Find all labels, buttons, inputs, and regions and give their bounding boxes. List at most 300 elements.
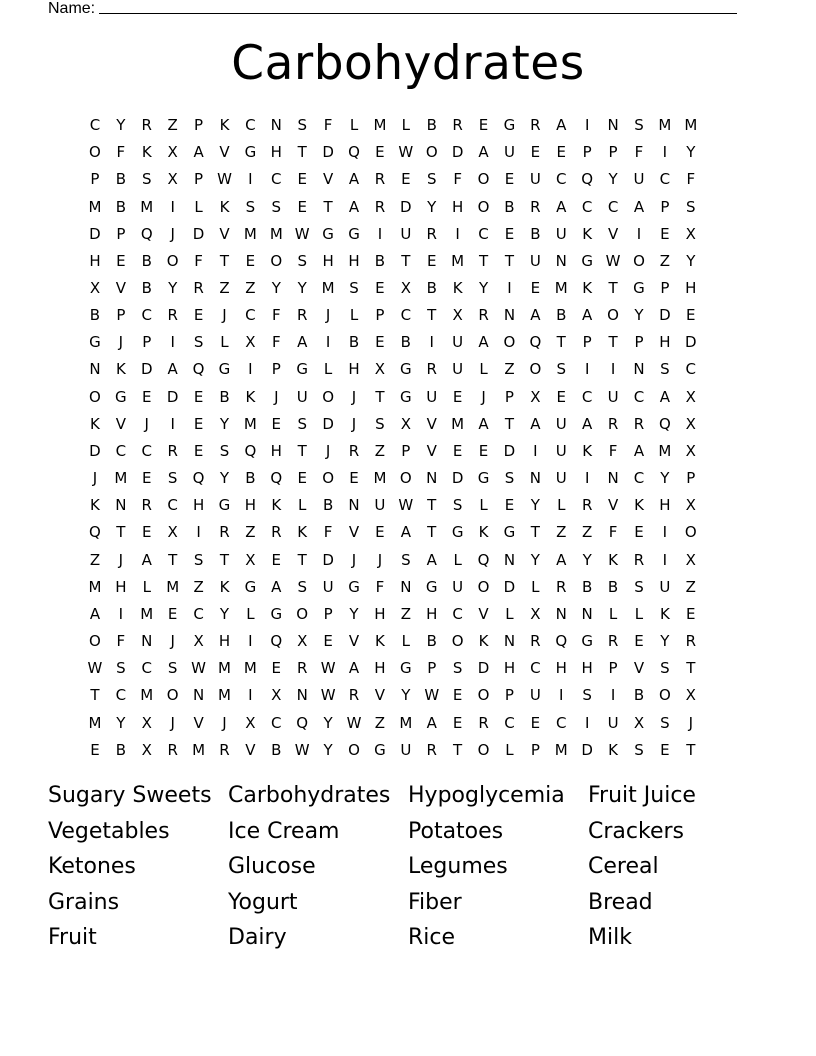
grid-letter: G — [581, 632, 593, 651]
grid-letter: S — [634, 740, 644, 759]
grid-letter: A — [478, 143, 489, 162]
grid-letter: H — [218, 632, 231, 651]
grid-letter: E — [504, 170, 515, 189]
grid-letter: E — [452, 686, 463, 705]
grid-letter: R — [607, 414, 619, 433]
grid-letter: L — [634, 604, 644, 623]
grid-letter: S — [219, 441, 230, 460]
grid-letter: M — [658, 441, 672, 460]
grid-letter: W — [217, 170, 232, 189]
grid-letter: X — [167, 143, 178, 162]
grid-letter: A — [582, 414, 593, 433]
grid-letter: B — [426, 116, 437, 135]
grid-letter: G — [633, 279, 645, 298]
grid-letter: Q — [348, 143, 360, 162]
grid-letter: V — [219, 143, 230, 162]
grid-letter: X — [245, 333, 256, 352]
grid-row — [82, 329, 730, 356]
grid-letter: E — [375, 333, 385, 352]
grid-letter: P — [634, 333, 644, 352]
grid-letter: S — [142, 170, 152, 189]
grid-letter: O — [270, 251, 283, 270]
grid-letter: L — [531, 577, 540, 596]
grid-letter: D — [659, 306, 671, 325]
grid-letter: K — [219, 116, 230, 135]
grid-letter: E — [634, 632, 644, 651]
grid-letter: P — [530, 740, 540, 759]
grid-letter: E — [271, 550, 282, 569]
grid-letter: N — [581, 604, 593, 623]
grid-letter: M — [554, 279, 568, 298]
grid-letter: Z — [374, 713, 386, 732]
grid-row — [82, 221, 730, 248]
grid-letter: L — [479, 496, 488, 515]
grid-letter: P — [660, 279, 670, 298]
grid-letter: U — [555, 469, 567, 488]
grid-letter: G — [296, 360, 309, 379]
grid-letter: C — [633, 469, 645, 488]
grid-letter: K — [582, 441, 593, 460]
grid-letter: X — [685, 550, 696, 569]
grid-letter: M — [243, 659, 257, 678]
grid-letter: S — [297, 577, 307, 596]
grid-letter: G — [89, 333, 101, 352]
grid-letter: X — [633, 713, 645, 732]
grid-letter: A — [556, 550, 567, 569]
grid-letter: O — [477, 577, 490, 596]
grid-letter: E — [142, 523, 152, 542]
grid-letter: N — [296, 686, 308, 705]
grid-letter: I — [170, 197, 175, 216]
grid-letter: M — [192, 740, 206, 759]
grid-letter: O — [89, 143, 101, 162]
word-bank — [48, 778, 768, 956]
grid-letter: W — [398, 496, 414, 515]
grid-letter: O — [399, 469, 412, 488]
grid-letter: H — [426, 604, 438, 623]
grid-letter: R — [219, 740, 230, 759]
grid-letter: V — [322, 170, 334, 189]
grid-letter: C — [478, 224, 489, 243]
grid-letter: S — [375, 414, 385, 433]
grid-letter: H — [270, 143, 282, 162]
grid-letter: D — [400, 197, 412, 216]
grid-letter: E — [167, 604, 178, 623]
grid-letter: G — [322, 224, 334, 243]
grid-letter: H — [374, 659, 386, 678]
grid-letter: R — [607, 632, 619, 651]
grid-letter: H — [244, 496, 257, 515]
grid-letter: P — [375, 306, 385, 325]
grid-letter: Y — [530, 550, 540, 569]
grid-letter: I — [377, 224, 383, 243]
grid-letter: I — [662, 143, 668, 162]
word-bank-item: Hypoglycemia — [408, 783, 565, 808]
grid-letter: E — [349, 469, 359, 488]
grid-letter: L — [323, 360, 333, 379]
grid-letter: E — [660, 224, 670, 243]
grid-letter: Q — [192, 469, 205, 488]
grid-letter: E — [375, 279, 385, 298]
grid-letter: S — [297, 251, 307, 270]
grid-letter: H — [89, 251, 101, 270]
grid-letter: G — [348, 224, 360, 243]
grid-letter: D — [503, 441, 516, 460]
grid-letter: B — [271, 740, 282, 759]
word-bank-item: Rice — [408, 925, 456, 951]
grid-letter: H — [659, 496, 671, 515]
grid-letter: C — [607, 197, 619, 216]
grid-letter: V — [348, 523, 360, 542]
grid-letter: A — [582, 306, 593, 325]
grid-letter: I — [170, 414, 175, 433]
grid-letter: G — [400, 387, 412, 406]
grid-letter: T — [297, 143, 307, 162]
word-bank-item: Ketones — [48, 854, 136, 880]
grid-letter: P — [90, 170, 100, 189]
grid-letter: X — [271, 686, 282, 705]
grid-letter: C — [89, 116, 101, 135]
grid-letter: A — [478, 333, 489, 352]
grid-letter: B — [530, 224, 541, 243]
grid-letter: A — [348, 197, 360, 216]
grid-letter: S — [452, 496, 463, 515]
grid-letter: M — [373, 116, 387, 135]
grid-letter: Y — [168, 279, 178, 298]
grid-letter: W — [320, 686, 336, 705]
grid-row — [82, 384, 730, 411]
grid-letter: H — [270, 441, 282, 460]
grid-letter: Y — [401, 686, 411, 705]
grid-letter: N — [400, 577, 412, 596]
grid-letter: O — [89, 387, 101, 406]
grid-row — [82, 275, 730, 302]
grid-letter: C — [556, 713, 567, 732]
word-bank-item: Sugary Sweets — [48, 783, 212, 808]
grid-letter: T — [427, 306, 437, 325]
grid-letter: M — [451, 251, 465, 270]
grid-letter: A — [348, 170, 360, 189]
grid-letter: N — [115, 496, 127, 515]
grid-letter: U — [529, 251, 541, 270]
grid-letter: Z — [167, 116, 178, 135]
grid-letter: P — [116, 306, 126, 325]
grid-letter: N — [555, 251, 567, 270]
grid-letter: Q — [477, 550, 490, 569]
grid-letter: U — [426, 387, 438, 406]
grid-row — [82, 411, 730, 438]
grid-letter: J — [481, 387, 486, 406]
grid-letter: I — [584, 360, 590, 379]
grid-letter: D — [581, 740, 593, 759]
grid-letter: N — [503, 306, 516, 325]
grid-letter: J — [351, 550, 357, 569]
grid-letter: J — [377, 550, 383, 569]
grid-letter: P — [116, 224, 126, 243]
word-bank-item: Fruit — [48, 925, 97, 951]
grid-letter: Z — [504, 360, 515, 379]
grid-letter: P — [194, 116, 204, 135]
grid-letter: X — [685, 224, 696, 243]
grid-letter: W — [424, 686, 440, 705]
grid-letter: E — [297, 469, 307, 488]
grid-letter: O — [322, 469, 335, 488]
grid-letter: E — [375, 523, 385, 542]
grid-letter: E — [271, 659, 282, 678]
word-bank-item: Milk — [588, 925, 632, 951]
grid-letter: L — [557, 496, 566, 515]
grid-letter: Z — [245, 279, 256, 298]
grid-letter: P — [401, 441, 411, 460]
grid-letter: T — [608, 333, 618, 352]
grid-letter: U — [374, 496, 386, 515]
grid-letter: O — [477, 686, 490, 705]
grid-letter: B — [115, 197, 126, 216]
grid-letter: Y — [660, 469, 670, 488]
grid-letter: M — [243, 414, 257, 433]
grid-letter: Y — [634, 306, 644, 325]
grid-letter: O — [607, 306, 619, 325]
grid-row — [82, 574, 730, 601]
grid-letter: B — [633, 686, 645, 705]
grid-letter: C — [530, 659, 541, 678]
grid-letter: U — [529, 170, 541, 189]
grid-letter: M — [88, 577, 102, 596]
grid-letter: A — [556, 116, 567, 135]
grid-row — [82, 356, 730, 383]
grid-letter: N — [529, 469, 541, 488]
grid-letter: N — [607, 116, 619, 135]
grid-row — [82, 139, 730, 166]
grid-letter: I — [507, 279, 512, 298]
grid-letter: J — [144, 414, 149, 433]
grid-letter: U — [659, 577, 671, 596]
grid-letter: U — [400, 224, 412, 243]
grid-letter: X — [452, 306, 463, 325]
grid-letter: L — [453, 550, 462, 569]
grid-letter: Q — [244, 441, 257, 460]
grid-letter: J — [351, 387, 357, 406]
grid-letter: G — [503, 116, 516, 135]
grid-letter: R — [478, 713, 489, 732]
grid-letter: E — [530, 143, 541, 162]
grid-letter: T — [478, 251, 489, 270]
grid-letter: M — [140, 604, 154, 623]
grid-letter: Z — [245, 523, 256, 542]
grid-letter: M — [88, 197, 102, 216]
grid-letter: Q — [555, 632, 568, 651]
grid-letter: A — [426, 550, 437, 569]
grid-letter: E — [297, 197, 307, 216]
grid-letter: E — [478, 116, 489, 135]
grid-letter: V — [633, 659, 645, 678]
grid-letter: E — [90, 740, 100, 759]
grid-letter: K — [90, 496, 100, 515]
grid-letter: Q — [296, 713, 309, 732]
grid-letter: A — [400, 523, 411, 542]
grid-letter: K — [659, 604, 670, 623]
grid-letter: S — [193, 550, 204, 569]
grid-letter: L — [220, 333, 229, 352]
word-bank-item: Fiber — [408, 889, 462, 915]
grid-letter: W — [87, 659, 103, 678]
grid-letter: E — [193, 306, 204, 325]
grid-letter: S — [660, 713, 670, 732]
grid-letter: M — [140, 686, 154, 705]
grid-letter: E — [660, 740, 670, 759]
grid-letter: P — [142, 333, 152, 352]
grid-letter: R — [374, 197, 386, 216]
grid-letter: L — [505, 604, 514, 623]
grid-letter: L — [479, 360, 488, 379]
grid-letter: S — [634, 116, 644, 135]
grid-letter: E — [478, 441, 489, 460]
grid-letter: C — [581, 197, 593, 216]
grid-letter: L — [608, 604, 618, 623]
grid-letter: F — [116, 632, 126, 651]
grid-letter: R — [141, 116, 152, 135]
grid-letter: R — [271, 523, 282, 542]
grid-letter: Y — [686, 251, 696, 270]
name-field[interactable] — [48, 0, 737, 18]
grid-letter: R — [296, 659, 308, 678]
grid-letter: D — [89, 224, 101, 243]
grid-letter: N — [555, 604, 567, 623]
word-bank-item: Yogurt — [228, 889, 298, 915]
grid-letter: I — [248, 170, 253, 189]
name-blank-line[interactable] — [99, 13, 737, 14]
grid-letter: Q — [270, 469, 283, 488]
grid-letter: X — [141, 713, 152, 732]
grid-letter: I — [559, 686, 564, 705]
grid-letter: R — [426, 224, 437, 243]
grid-letter: B — [89, 306, 101, 325]
grid-letter: I — [170, 333, 175, 352]
grid-letter: B — [426, 632, 437, 651]
grid-letter: G — [477, 469, 490, 488]
grid-letter: R — [685, 632, 697, 651]
grid-letter: Z — [89, 550, 101, 569]
grid-letter: U — [555, 224, 567, 243]
grid-letter: R — [219, 523, 230, 542]
letter-grid — [82, 112, 730, 764]
grid-letter: B — [219, 387, 230, 406]
grid-letter: N — [503, 632, 516, 651]
grid-letter: T — [504, 414, 515, 433]
grid-letter: O — [425, 143, 438, 162]
grid-letter: P — [271, 360, 281, 379]
grid-letter: C — [633, 387, 645, 406]
grid-letter: H — [348, 251, 360, 270]
grid-letter: H — [555, 659, 567, 678]
grid-letter: B — [348, 333, 360, 352]
grid-letter: W — [191, 659, 206, 678]
grid-letter: N — [89, 360, 101, 379]
grid-letter: E — [556, 143, 566, 162]
grid-letter: T — [427, 523, 437, 542]
grid-letter: B — [141, 251, 152, 270]
grid-letter: M — [243, 224, 257, 243]
grid-letter: B — [115, 740, 126, 759]
grid-letter: A — [426, 713, 437, 732]
grid-letter: I — [196, 523, 201, 542]
grid-letter: H — [659, 333, 671, 352]
grid-letter: X — [530, 387, 541, 406]
grid-letter: R — [556, 577, 567, 596]
grid-letter: I — [533, 441, 538, 460]
grid-letter: Y — [660, 632, 670, 651]
grid-letter: J — [325, 306, 331, 325]
grid-letter: R — [426, 740, 437, 759]
grid-letter: Z — [556, 523, 567, 542]
grid-letter: X — [400, 414, 411, 433]
grid-letter: O — [166, 686, 179, 705]
grid-letter: K — [478, 632, 489, 651]
grid-letter: M — [114, 469, 128, 488]
grid-letter: W — [294, 740, 310, 759]
grid-letter: W — [294, 224, 310, 243]
grid-letter: T — [686, 740, 696, 759]
grid-letter: N — [607, 469, 619, 488]
grid-letter: K — [582, 224, 593, 243]
grid-letter: K — [452, 279, 463, 298]
grid-letter: V — [607, 224, 619, 243]
grid-letter: D — [166, 387, 179, 406]
grid-letter: X — [685, 496, 696, 515]
grid-letter: V — [115, 279, 126, 298]
grid-letter: T — [219, 550, 230, 569]
grid-row — [82, 166, 730, 193]
grid-letter: S — [297, 116, 307, 135]
grid-letter: G — [400, 659, 412, 678]
grid-letter: L — [298, 496, 307, 515]
grid-row — [82, 248, 730, 275]
grid-letter: G — [374, 740, 386, 759]
grid-letter: H — [115, 577, 127, 596]
grid-letter: X — [245, 713, 256, 732]
grid-letter: D — [89, 441, 101, 460]
grid-letter: P — [323, 604, 333, 623]
grid-letter: V — [348, 632, 360, 651]
grid-letter: X — [193, 632, 204, 651]
grid-letter: P — [194, 170, 204, 189]
grid-letter: S — [452, 659, 463, 678]
grid-letter: V — [478, 604, 489, 623]
grid-letter: T — [297, 441, 307, 460]
word-bank-item: Grains — [48, 889, 120, 915]
grid-letter: M — [140, 197, 154, 216]
grid-letter: I — [429, 333, 434, 352]
grid-letter: B — [607, 577, 619, 596]
grid-letter: S — [245, 197, 256, 216]
grid-letter: H — [503, 659, 516, 678]
grid-letter: J — [170, 713, 175, 732]
grid-row — [82, 492, 730, 519]
grid-letter: S — [582, 686, 592, 705]
grid-letter: O — [529, 360, 542, 379]
grid-letter: J — [92, 469, 98, 488]
grid-letter: J — [222, 306, 227, 325]
grid-letter: J — [351, 414, 357, 433]
grid-letter: D — [140, 360, 153, 379]
grid-letter: Y — [582, 550, 592, 569]
grid-letter: E — [323, 632, 333, 651]
grid-letter: B — [556, 306, 567, 325]
grid-letter: C — [115, 686, 127, 705]
grid-letter: G — [581, 251, 593, 270]
grid-letter: J — [688, 713, 694, 732]
grid-letter: K — [245, 387, 256, 406]
